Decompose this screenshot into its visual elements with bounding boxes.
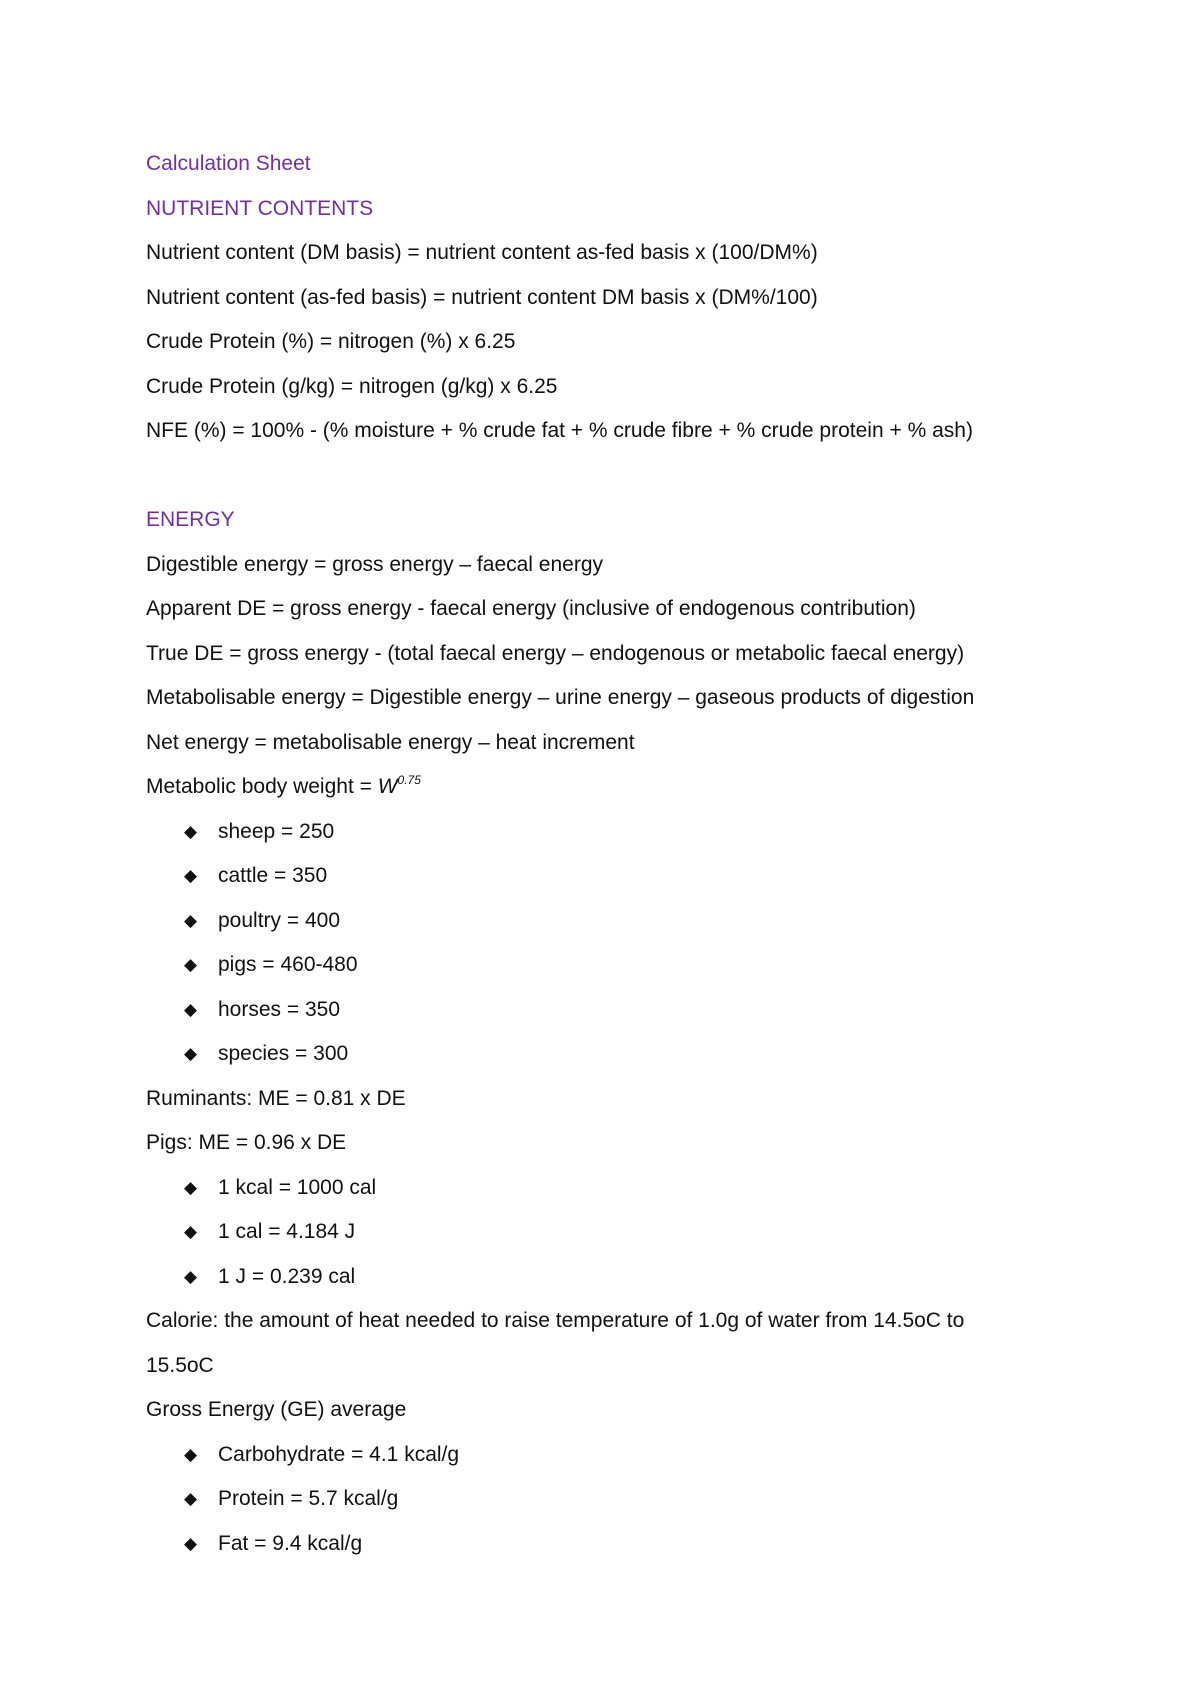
list-item bbox=[146, 1210, 1066, 1255]
list-item-text: Protein = 5.7 kcal/g bbox=[218, 1487, 399, 1510]
formula-line: Crude Protein (g/kg) = nitrogen (g/kg) x 6.25 bbox=[146, 374, 558, 398]
list-item bbox=[146, 899, 1066, 944]
formula-line: Metabolisable energy = Digestible energy – urine energy – gaseous products of digestion bbox=[146, 686, 975, 709]
list-item bbox=[146, 1433, 1066, 1478]
formula-line: Crude Protein (%) = nitrogen (%) x 6.25 bbox=[146, 330, 516, 353]
list-item-text: sheep = 250 bbox=[218, 819, 335, 843]
list-item-text: species = 300 bbox=[218, 1042, 349, 1065]
formula-line: Digestible energy = gross energy – faecal energy bbox=[146, 552, 604, 576]
calorie-definition-line-2: 15.5oC bbox=[146, 1353, 214, 1377]
ruminants-formula: Ruminants: ME = 0.81 x DE bbox=[146, 1086, 406, 1110]
metabolic-weight-variable: W bbox=[377, 775, 398, 798]
nutrient-heading: NUTRIENT CONTENTS bbox=[146, 196, 374, 220]
list-item bbox=[146, 943, 1066, 988]
list-item bbox=[146, 854, 1066, 899]
metabolic-weight-exponent: 0.75 bbox=[397, 773, 421, 787]
gross-energy-label: Gross Energy (GE) average bbox=[146, 1398, 407, 1421]
document-page bbox=[146, 142, 1066, 1566]
diamond-bullet-icon: ◆ bbox=[184, 999, 198, 1019]
list-item-text: pigs = 460-480 bbox=[218, 953, 358, 976]
list-item-text: Carbohydrate = 4.1 kcal/g bbox=[218, 1442, 460, 1466]
diamond-bullet-icon: ◆ bbox=[184, 1444, 198, 1464]
diamond-bullet-icon: ◆ bbox=[184, 1177, 198, 1197]
list-item-text: cattle = 350 bbox=[218, 864, 328, 887]
diamond-bullet-icon: ◆ bbox=[184, 1533, 198, 1553]
formula-line: Nutrient content (DM basis) = nutrient content as-fed basis x (100/DM%) bbox=[146, 241, 818, 264]
calorie-definition-line-1: Calorie: the amount of heat needed to raise temperature of 1.0g of water from 14.5oC to bbox=[146, 1309, 965, 1332]
list-item-text: Fat = 9.4 kcal/g bbox=[218, 1531, 363, 1555]
formula-line: Nutrient content (as-fed basis) = nutrient content DM basis x (DM%/100) bbox=[146, 285, 818, 309]
energy-heading: ENERGY bbox=[146, 508, 235, 531]
list-item-text: poultry = 400 bbox=[218, 908, 341, 932]
list-item bbox=[146, 1522, 1066, 1567]
list-item bbox=[146, 810, 1066, 855]
diamond-bullet-icon: ◆ bbox=[184, 1222, 198, 1241]
metabolic-weight-line bbox=[146, 765, 1066, 810]
formula-line: NFE (%) = 100% - (% moisture + % crude fat + % crude fibre + % crude protein + % ash) bbox=[146, 419, 973, 442]
diamond-bullet-icon: ◆ bbox=[184, 910, 198, 930]
list-item bbox=[146, 1032, 1066, 1077]
formula-line: True DE = gross energy - (total faecal energy – endogenous or metabolic faecal energy) bbox=[146, 641, 965, 665]
diamond-bullet-icon: ◆ bbox=[184, 821, 198, 841]
pigs-formula: Pigs: ME = 0.96 x DE bbox=[146, 1131, 347, 1154]
list-item-text: 1 cal = 4.184 J bbox=[218, 1220, 356, 1243]
list-item bbox=[146, 1166, 1066, 1211]
list-item bbox=[146, 988, 1066, 1033]
section-gap bbox=[146, 454, 1066, 499]
list-item bbox=[146, 1477, 1066, 1522]
formula-line: Net energy = metabolisable energy – heat increment bbox=[146, 730, 635, 754]
diamond-bullet-icon: ◆ bbox=[184, 1266, 198, 1286]
formula-line: Apparent DE = gross energy - faecal energy (inclusive of endogenous contribution) bbox=[146, 597, 916, 620]
list-item bbox=[146, 1255, 1066, 1300]
list-item-text: 1 kcal = 1000 cal bbox=[218, 1175, 377, 1199]
list-item-text: horses = 350 bbox=[218, 997, 341, 1021]
document-title: Calculation Sheet bbox=[146, 152, 311, 175]
diamond-bullet-icon: ◆ bbox=[184, 1044, 198, 1063]
list-item-text: 1 J = 0.239 cal bbox=[218, 1264, 356, 1288]
diamond-bullet-icon: ◆ bbox=[184, 866, 198, 885]
diamond-bullet-icon: ◆ bbox=[184, 955, 198, 974]
metabolic-weight-prefix: Metabolic body weight = bbox=[146, 775, 378, 798]
diamond-bullet-icon: ◆ bbox=[184, 1489, 198, 1508]
